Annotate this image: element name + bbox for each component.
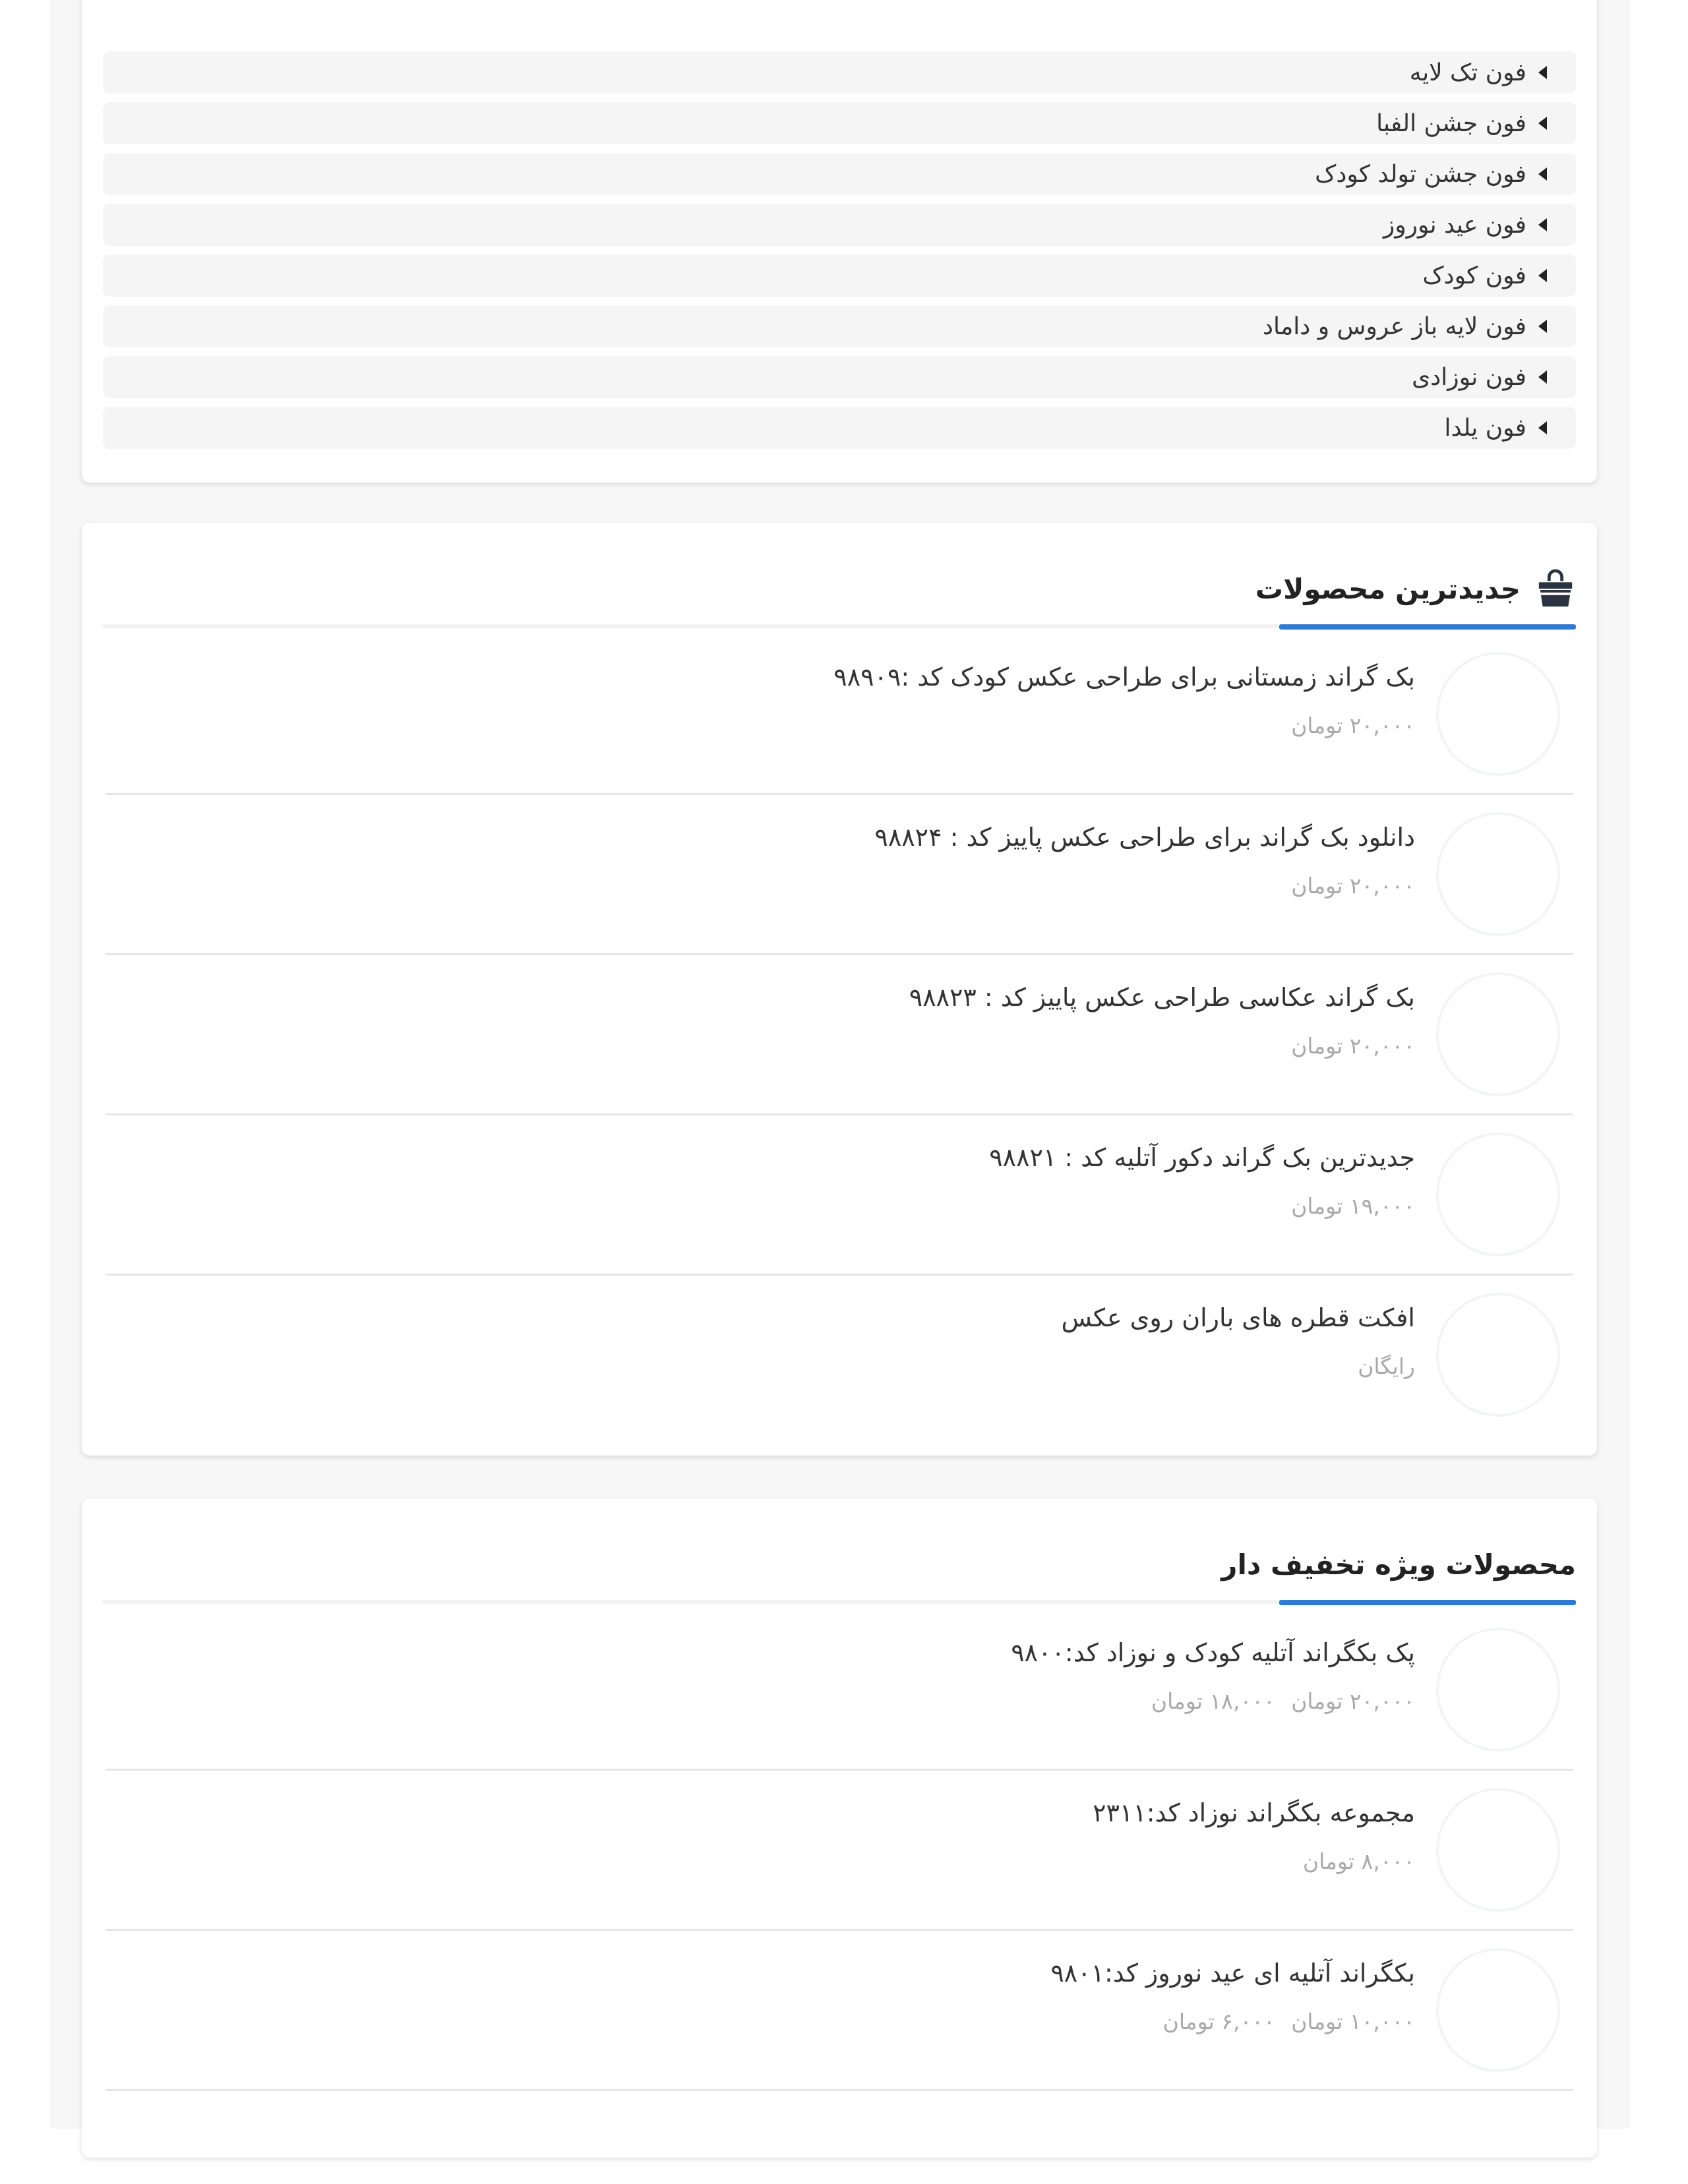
caret-left-icon — [1538, 269, 1547, 282]
caret-left-icon — [1538, 218, 1547, 231]
product-price: رایگان — [1358, 1353, 1415, 1379]
product-sale-price: ۶,۰۰۰ تومان — [1162, 2009, 1275, 2034]
product-title[interactable]: پک بکگراند آتلیه کودک و نوزاد کد:۹۸۰۰ — [1011, 1638, 1415, 1667]
product-price-group — [1151, 1688, 1415, 1714]
product-old-price: ۲۰,۰۰۰ تومان — [1291, 1688, 1415, 1714]
product-list — [103, 635, 1576, 1434]
header-accent-underline — [1279, 1600, 1576, 1605]
widget-header — [103, 1538, 1576, 1604]
product-item[interactable] — [106, 955, 1573, 1115]
product-title[interactable]: بکگراند آتلیه ای عید نوروز کد:۹۸۰۱ — [1050, 1959, 1415, 1988]
category-item[interactable] — [103, 254, 1576, 297]
product-title[interactable]: بک گراند زمستانی برای طراحی عکس کودک کد :۹۸۹۰۹ — [833, 663, 1415, 692]
product-thumbnail[interactable] — [1436, 1948, 1560, 2072]
product-thumbnail[interactable] — [1436, 812, 1560, 936]
category-item[interactable] — [103, 305, 1576, 347]
product-item[interactable] — [106, 1771, 1573, 1931]
category-item[interactable] — [103, 51, 1576, 94]
category-item[interactable] — [103, 204, 1576, 246]
newest-products-widget — [82, 523, 1597, 1456]
category-label: فون جشن تولد کودک — [1315, 160, 1526, 188]
product-price: ۲۰,۰۰۰ تومان — [1291, 713, 1415, 738]
shopping-bag-icon — [1535, 568, 1576, 609]
product-price: ۲۰,۰۰۰ تومان — [1291, 873, 1415, 899]
caret-left-icon — [1538, 421, 1547, 434]
category-item[interactable] — [103, 356, 1576, 398]
widget-header — [103, 562, 1576, 628]
header-title-wrap — [1221, 1538, 1576, 1591]
product-item[interactable] — [106, 1610, 1573, 1771]
widget-title: جدیدترین محصولات — [1255, 572, 1521, 605]
product-price: ۸,۰۰۰ تومان — [1302, 1848, 1415, 1874]
header-accent-underline — [1279, 624, 1576, 630]
category-widget — [82, 0, 1597, 483]
product-item[interactable] — [106, 1115, 1573, 1276]
category-item[interactable] — [103, 102, 1576, 144]
product-item[interactable] — [106, 795, 1573, 955]
product-thumbnail[interactable] — [1436, 1788, 1560, 1912]
sale-products-widget — [82, 1498, 1597, 2158]
product-price-group — [1163, 2009, 1415, 2034]
header-title-wrap — [1255, 562, 1576, 615]
product-price: ۲۰,۰۰۰ تومان — [1291, 1033, 1415, 1059]
caret-left-icon — [1538, 117, 1547, 130]
product-price: ۱۹,۰۰۰ تومان — [1291, 1193, 1415, 1219]
caret-left-icon — [1538, 66, 1547, 79]
caret-left-icon — [1538, 167, 1547, 181]
product-thumbnail[interactable] — [1436, 1628, 1560, 1752]
product-title[interactable]: جدیدترین بک گراند دکور آتلیه کد : ۹۸۸۲۱ — [989, 1143, 1415, 1172]
category-label: فون تک لایه — [1409, 59, 1526, 86]
caret-left-icon — [1538, 370, 1547, 384]
product-thumbnail[interactable] — [1436, 1133, 1560, 1256]
category-label: فون عید نوروز — [1383, 211, 1526, 239]
product-list — [103, 1610, 1576, 2091]
category-label: فون جشن الفبا — [1376, 109, 1526, 137]
product-thumbnail[interactable] — [1436, 1293, 1560, 1417]
product-item[interactable] — [106, 1931, 1573, 2091]
category-label: فون کودک — [1422, 262, 1526, 289]
product-title[interactable]: بک گراند عکاسی طراحی عکس پاییز کد : ۹۸۸۲۳ — [909, 983, 1415, 1012]
category-item[interactable] — [103, 407, 1576, 449]
product-title[interactable]: افکت قطره های باران روی عکس — [1061, 1303, 1415, 1332]
category-list — [103, 51, 1576, 457]
product-sale-price: ۱۸,۰۰۰ تومان — [1151, 1688, 1275, 1714]
product-title[interactable]: مجموعه بکگراند نوزاد کد:۲۳۱۱ — [1093, 1798, 1415, 1827]
category-item[interactable] — [103, 153, 1576, 195]
category-label: فون نوزادی — [1412, 363, 1526, 391]
widget-title: محصولات ویژه تخفیف دار — [1221, 1548, 1576, 1581]
product-thumbnail[interactable] — [1436, 972, 1560, 1096]
product-item[interactable] — [106, 635, 1573, 795]
product-old-price: ۱۰,۰۰۰ تومان — [1291, 2009, 1415, 2034]
category-label: فون لایه باز عروس و داماد — [1262, 312, 1526, 340]
caret-left-icon — [1538, 320, 1547, 333]
product-thumbnail[interactable] — [1436, 652, 1560, 776]
product-title[interactable]: دانلود بک گراند برای طراحی عکس پاییز کد : ۹۸۸۲۴ — [874, 823, 1415, 852]
category-label: فون یلدا — [1444, 414, 1526, 442]
product-item[interactable] — [106, 1276, 1573, 1434]
